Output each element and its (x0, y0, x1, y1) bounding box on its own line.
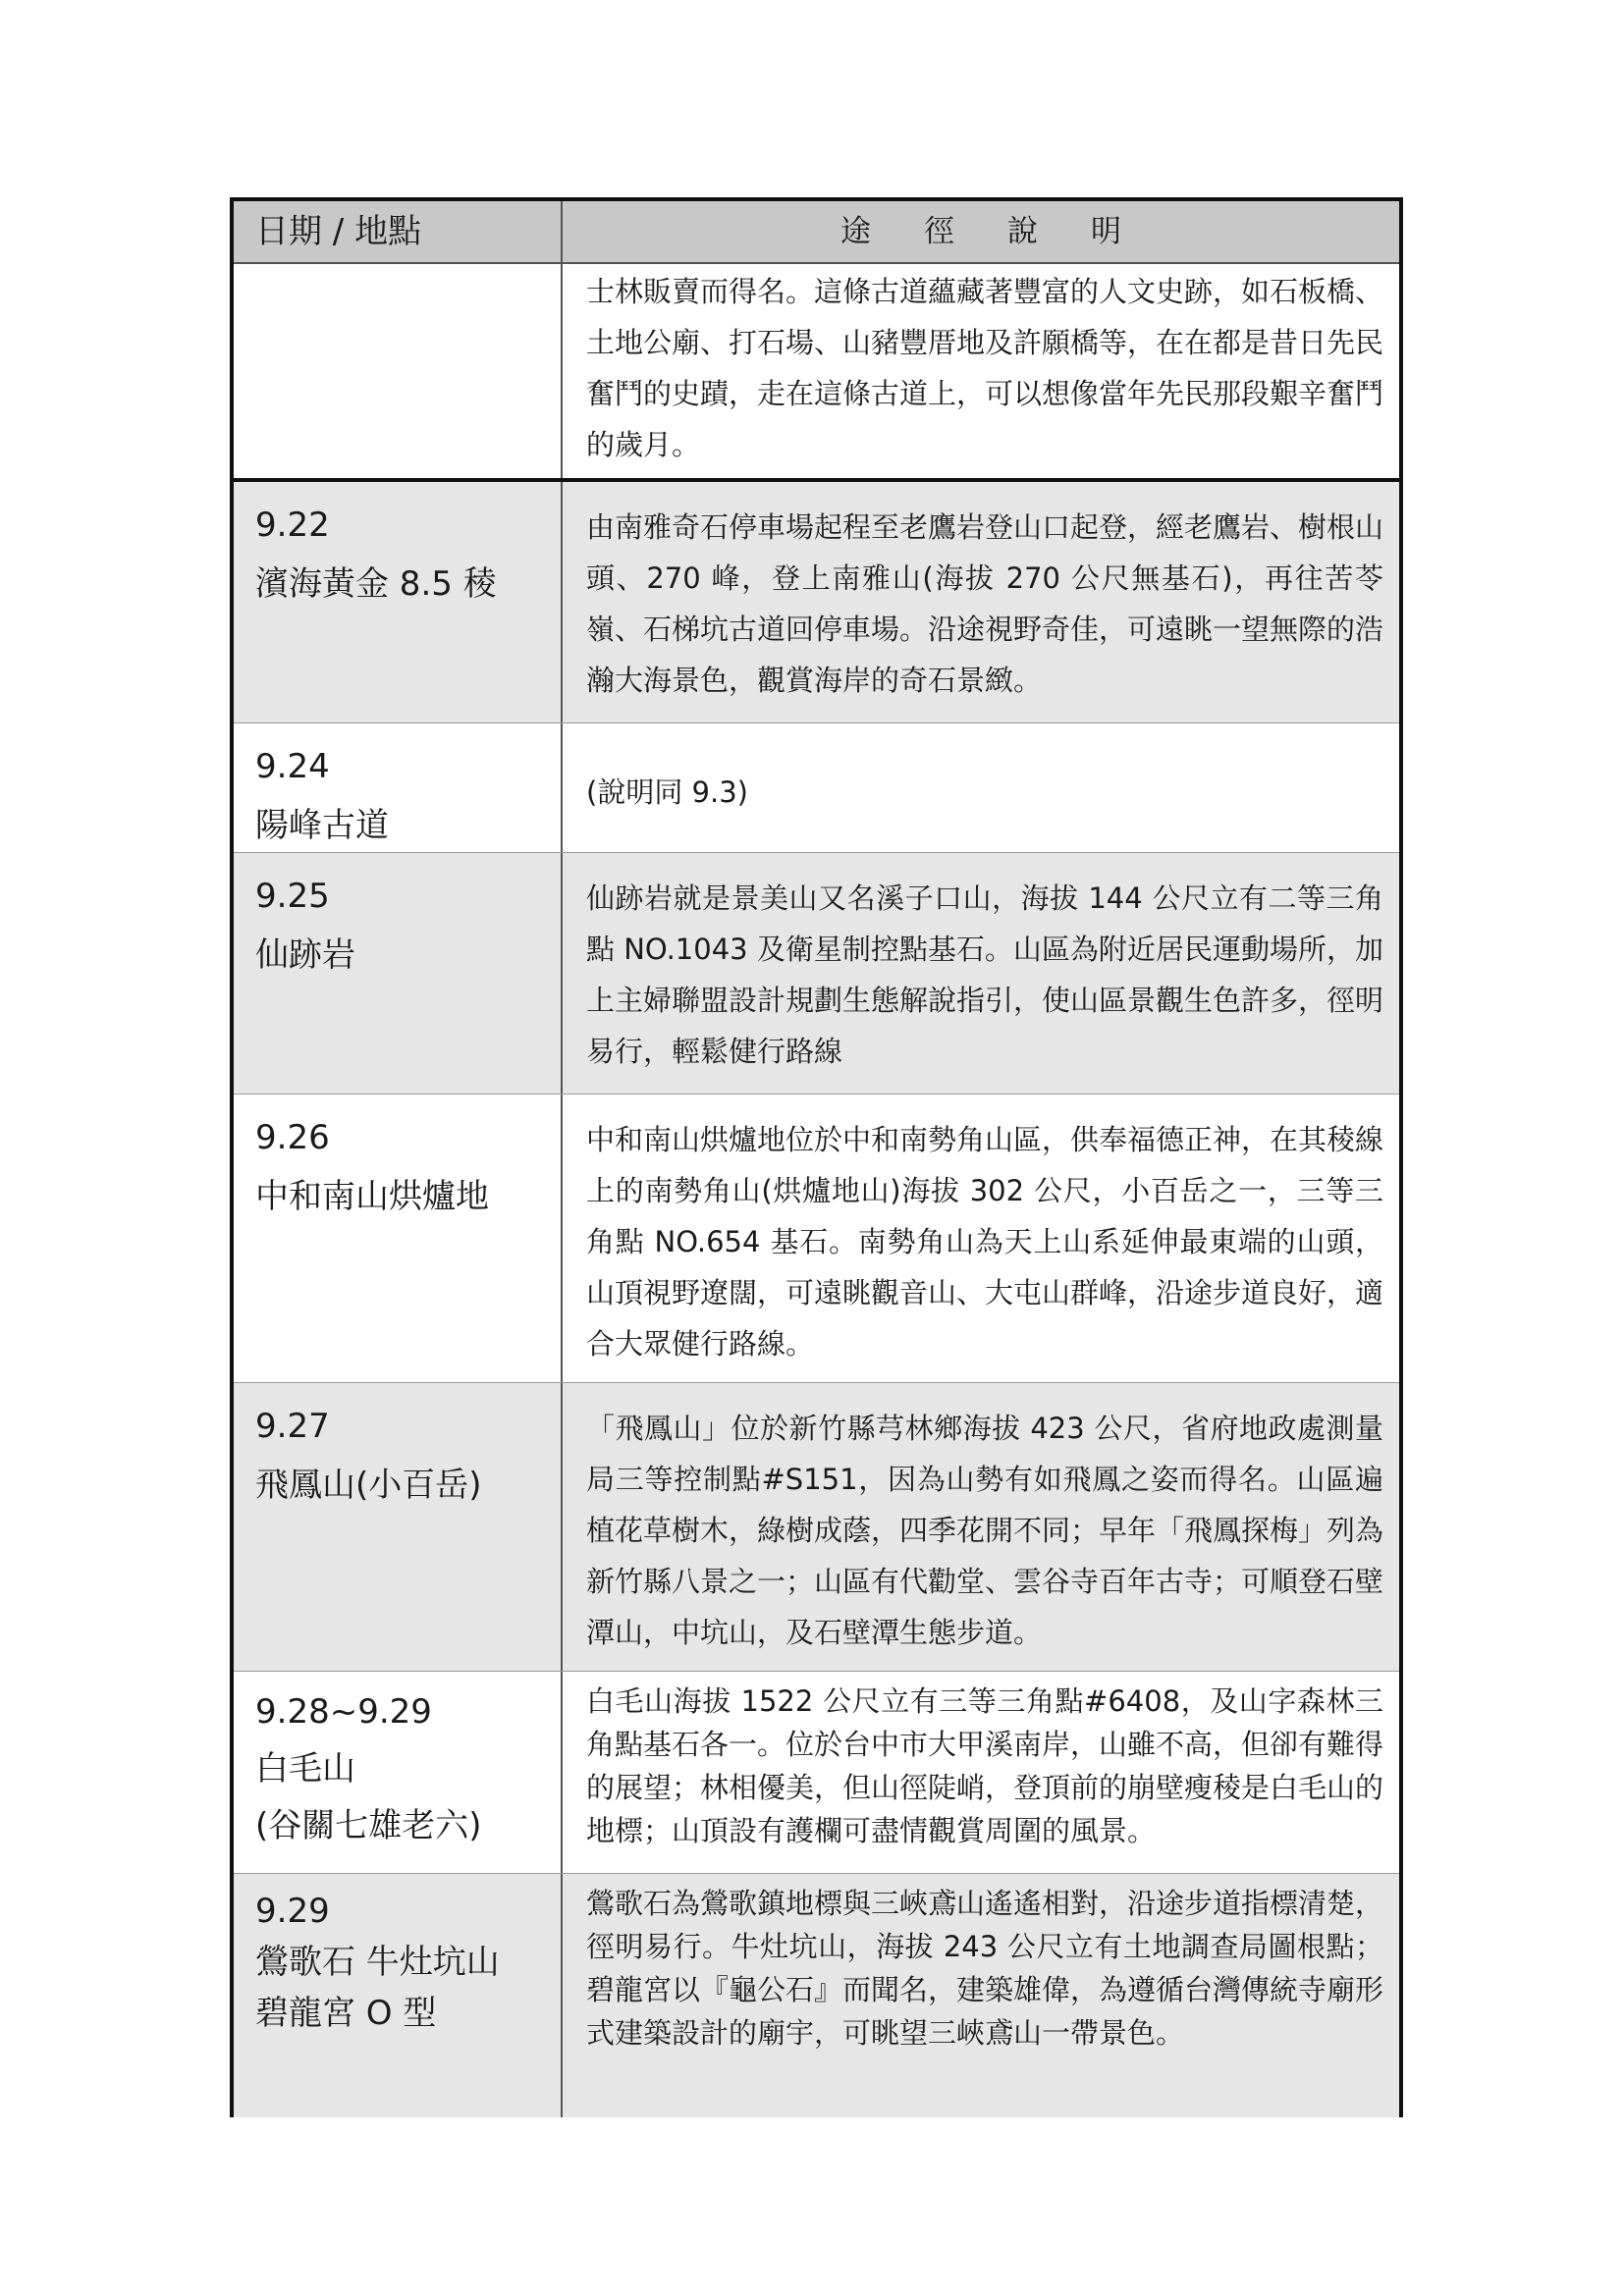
row-date-cell (234, 723, 563, 852)
table-row (234, 264, 1399, 482)
row-date-cell (234, 482, 563, 722)
table-row (234, 853, 1399, 1095)
row-place: 中和南山烘爐地 (255, 1177, 489, 1216)
row-date-cell (234, 1095, 563, 1382)
row-description: 「飛鳳山」位於新竹縣芎林鄉海拔 423 公尺，省府地政處測量局三等控制點#S151，因為山勢有如飛鳳之姿而得名。山區遍植花草樹木，綠樹成蔭，四季花開不同；早年「飛鳳探梅」列為新竹縣八景之一；山區有代勸堂、雲谷寺百年古寺；可順登石壁潭山，中坑山，及石壁潭生態步道。 (586, 1412, 1384, 1649)
row-description: 由南雅奇石停車場起程至老鷹岩登山口起登，經老鷹岩、樹根山頭、270 峰，登上南雅山(海拔 270 公尺無基石)，再往苦苓嶺、石梯坑古道回停車場。沿途視野奇佳，可遠眺一望無際的浩瀚大海景色，觀賞海岸的奇石景緻。 (586, 510, 1384, 697)
row-place: 仙跡岩 (255, 935, 355, 975)
row-date: 9.24 (255, 747, 330, 786)
header-date-place: 日期 / 地點 (234, 201, 563, 262)
row-date: 9.27 (255, 1407, 330, 1446)
row-date: 9.29 (255, 1892, 330, 1931)
row-date-cell (234, 1672, 563, 1873)
row-date: 9.25 (255, 877, 330, 916)
row-description: 白毛山海拔 1522 公尺立有三等三角點#6408，及山字森林三角點基石各一。位於台中市大甲溪南岸，山雖不高，但卻有難得的展望；林相優美，但山徑陡峭，登頂前的崩壁瘦稜是白毛山的地標；山頂設有護欄可盡情觀賞周圍的風景。 (586, 1684, 1384, 1847)
row-date-cell (234, 1874, 563, 2117)
row-description: 士林販賣而得名。這條古道蘊藏著豐富的人文史跡，如石板橋、土地公廟、打石場、山豬豐厝地及許願橋等，在在都是昔日先民奮鬥的史蹟，走在這條古道上，可以想像當年先民那段艱辛奮鬥的歲月。 (586, 275, 1384, 461)
row-place: 白毛山 (255, 1749, 355, 1789)
row-date: 9.28~9.29 (255, 1692, 432, 1732)
row-description: 仙跡岩就是景美山又名溪子口山，海拔 144 公尺立有二等三角點 NO.1043 及衛星制控點基石。山區為附近居民運動場所，加上主婦聯盟設計規劃生態解說指引，使山區景觀生色許多，徑明易行，輕鬆健行路線 (586, 881, 1384, 1068)
row-date-cell (234, 264, 563, 478)
table-header (234, 201, 1399, 264)
table-row (234, 482, 1399, 723)
route-table (230, 197, 1403, 2117)
row-place: 鶯歌石 牛灶坑山 (255, 1943, 500, 1982)
table-row (234, 1095, 1399, 1383)
row-description: 中和南山烘爐地位於中和南勢角山區，供奉福德正神，在其稜線上的南勢角山(烘爐地山)海拔 302 公尺，小百岳之一，三等三角點 NO.654 基石。南勢角山為天上山系延伸最東端的山頭，山頂視野遼闊，可遠眺觀音山、大屯山群峰，沿途步道良好，適合大眾健行路線。 (586, 1123, 1384, 1361)
row-place: 飛鳳山(小百岳) (255, 1466, 482, 1505)
row-description: 鶯歌石為鶯歌鎮地標與三峽鳶山遙遙相對，沿途步道指標清楚，徑明易行。牛灶坑山，海拔 243 公尺立有土地調查局圖根點；碧龍宮以『龜公石』而聞名，建築雄偉，為遵循台灣傳統寺廟形式建築設計的廟宇，可眺望三峽鳶山一帶景色。 (586, 1887, 1384, 2050)
row-date: 9.22 (255, 506, 330, 545)
row-place: 陽峰古道 (255, 806, 389, 845)
row-date-cell (234, 1383, 563, 1671)
header-description: 途徑說明 (840, 214, 1174, 249)
row-place-extra: (谷關七雄老六) (255, 1806, 482, 1845)
table-row (234, 1672, 1399, 1874)
table-row (234, 1383, 1399, 1672)
table-row (234, 1874, 1399, 2117)
row-date: 9.26 (255, 1118, 330, 1157)
row-place: 濱海黃金 8.5 稜 (255, 564, 497, 604)
table-row (234, 723, 1399, 853)
row-date-cell (234, 853, 563, 1094)
row-description: (說明同 9.3) (586, 775, 748, 809)
row-place-extra: 碧龍宮 O 型 (255, 1994, 437, 2033)
